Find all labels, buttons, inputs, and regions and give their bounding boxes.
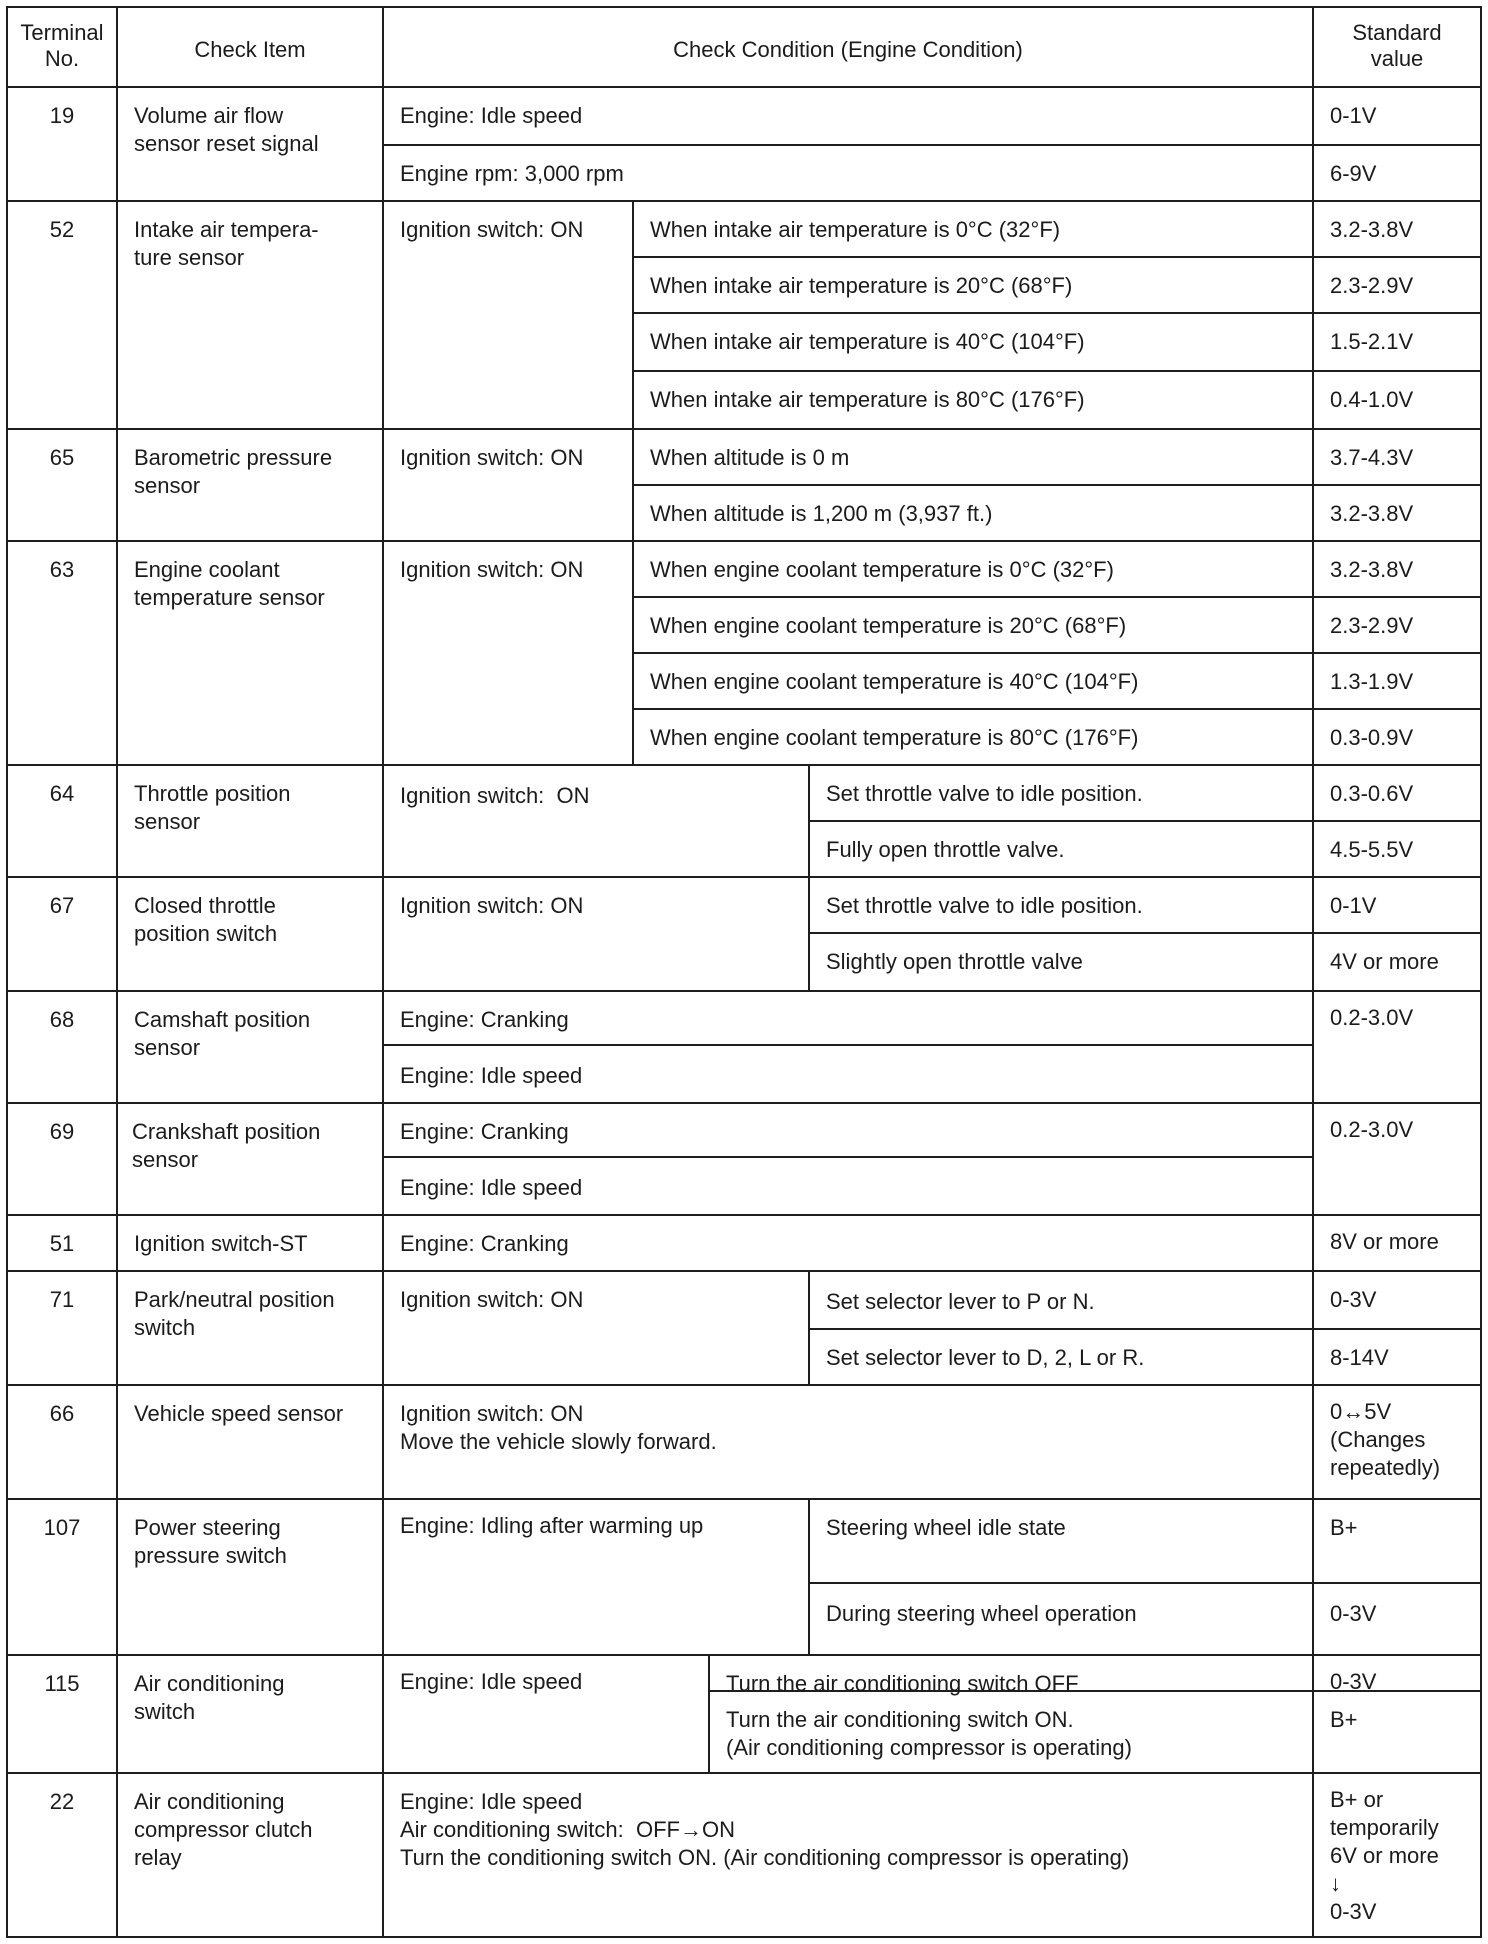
check-condition: Ignition switch: ON bbox=[400, 1287, 584, 1312]
sub-row-line bbox=[632, 484, 1482, 486]
table-border-right bbox=[1480, 6, 1482, 1938]
sub-row-line bbox=[632, 708, 1482, 710]
col-divider-item bbox=[382, 6, 384, 1938]
sub-row-line bbox=[808, 1328, 1482, 1330]
sub-condition: When engine coolant temperature is 40°C (104°F) bbox=[650, 669, 1139, 694]
check-item: Air conditioning compressor clutch relay bbox=[134, 1789, 313, 1870]
sub-condition: Steering wheel idle state bbox=[826, 1515, 1066, 1540]
check-condition: Ignition switch: ON bbox=[400, 445, 584, 470]
check-item: Intake air tempera- ture sensor bbox=[134, 217, 319, 270]
standard-value: 0.4-1.0V bbox=[1330, 387, 1414, 412]
sub-condition: When intake air temperature is 80°C (176°F) bbox=[650, 387, 1085, 412]
sub-row-line bbox=[382, 1044, 1312, 1046]
row-line bbox=[6, 540, 1482, 542]
check-condition: Ignition switch: ON bbox=[400, 783, 590, 808]
check-condition: Engine: Cranking bbox=[400, 1119, 569, 1144]
standard-value: 0↔5V (Changes repeatedly) bbox=[1330, 1399, 1441, 1480]
sub-condition: When intake air temperature is 0°C (32°F) bbox=[650, 217, 1061, 242]
standard-value: 0-1V bbox=[1330, 103, 1377, 128]
sub-condition: Set throttle valve to idle position. bbox=[826, 781, 1143, 806]
terminal-number: 68 bbox=[49, 1007, 75, 1032]
sub-row-line bbox=[808, 1582, 1482, 1584]
check-condition: Ignition switch: ON Move the vehicle slowly forward. bbox=[400, 1401, 717, 1454]
terminal-number: 19 bbox=[49, 103, 75, 128]
check-item: Engine coolant temperature sensor bbox=[134, 557, 325, 610]
row-line bbox=[6, 1498, 1482, 1500]
table-border-top bbox=[6, 6, 1482, 8]
sub-condition: Turn the air conditioning switch ON. (Air conditioning compressor is operating) bbox=[726, 1707, 1132, 1760]
standard-value: 6-9V bbox=[1330, 161, 1377, 186]
standard-value: 2.3-2.9V bbox=[1330, 613, 1414, 638]
check-item: Crankshaft position sensor bbox=[132, 1119, 321, 1172]
standard-value: 0-3V bbox=[1330, 1601, 1377, 1626]
terminal-number: 22 bbox=[49, 1789, 75, 1814]
row-line bbox=[6, 200, 1482, 202]
standard-value: 0-1V bbox=[1330, 893, 1377, 918]
sub-condition: When intake air temperature is 20°C (68°F) bbox=[650, 273, 1073, 298]
check-condition: Engine: Idle speed Air conditioning switch: OFF→ON Turn the conditioning switch ON. (Air conditioning compressor is operating) bbox=[400, 1789, 1130, 1870]
check-condition: Engine: Cranking bbox=[400, 1231, 569, 1256]
check-condition: Engine: Cranking bbox=[400, 1007, 569, 1032]
standard-value: 0.2-3.0V bbox=[1330, 1005, 1414, 1030]
standard-value: 0.3-0.9V bbox=[1330, 725, 1414, 750]
row-line bbox=[6, 428, 1482, 430]
col-divider-value bbox=[1312, 6, 1314, 1938]
sub-condition: Turn the air conditioning switch OFF bbox=[726, 1671, 1079, 1696]
terminal-number: 51 bbox=[49, 1231, 75, 1256]
sub-condition: Slightly open throttle valve bbox=[826, 949, 1083, 974]
standard-value: 0-3V bbox=[1330, 1287, 1377, 1312]
standard-value: 3.2-3.8V bbox=[1330, 557, 1414, 582]
row-line bbox=[6, 86, 1482, 88]
sub-col-divider bbox=[808, 1270, 810, 1384]
terminal-number: 66 bbox=[49, 1401, 75, 1426]
sub-col-divider bbox=[808, 1498, 810, 1654]
sub-row-line bbox=[808, 932, 1482, 934]
row-line bbox=[6, 1214, 1482, 1216]
sub-row-line bbox=[808, 820, 1482, 822]
check-condition: Engine rpm: 3,000 rpm bbox=[400, 161, 624, 186]
check-item: Power steering pressure switch bbox=[134, 1515, 287, 1568]
sub-condition: Set throttle valve to idle position. bbox=[826, 893, 1143, 918]
row-line bbox=[6, 990, 1482, 992]
sub-row-line bbox=[382, 1156, 1312, 1158]
standard-value: 3.2-3.8V bbox=[1330, 501, 1414, 526]
standard-value: B+ bbox=[1330, 1515, 1358, 1540]
check-condition: Engine: Idle speed bbox=[400, 103, 583, 128]
terminal-number: 107 bbox=[43, 1515, 81, 1540]
sub-row-line bbox=[382, 144, 1482, 146]
sub-row-line bbox=[632, 256, 1482, 258]
table-border-left bbox=[6, 6, 8, 1938]
check-item: Camshaft position sensor bbox=[134, 1007, 311, 1060]
terminal-number: 63 bbox=[49, 557, 75, 582]
terminal-number: 71 bbox=[49, 1287, 75, 1312]
check-item: Vehicle speed sensor bbox=[134, 1401, 344, 1426]
terminal-number: 52 bbox=[49, 217, 75, 242]
sub-condition: During steering wheel operation bbox=[826, 1601, 1137, 1626]
standard-value: 4V or more bbox=[1330, 949, 1439, 974]
check-item: Park/neutral position switch bbox=[134, 1287, 335, 1340]
sub-row-line bbox=[632, 370, 1482, 372]
standard-value: 8-14V bbox=[1330, 1345, 1389, 1370]
terminal-number: 65 bbox=[49, 445, 75, 470]
terminal-number: 67 bbox=[49, 893, 75, 918]
terminal-number: 64 bbox=[49, 781, 75, 806]
standard-value: B+ or temporarily 6V or more ↓ 0-3V bbox=[1330, 1787, 1439, 1924]
table-border-bottom bbox=[6, 1936, 1482, 1938]
terminal-number: 69 bbox=[49, 1119, 75, 1144]
check-item: Volume air flow sensor reset signal bbox=[134, 103, 319, 156]
sub-row-line bbox=[632, 652, 1482, 654]
header-check-item: Check Item bbox=[194, 37, 306, 62]
check-item: Barometric pressure sensor bbox=[134, 445, 333, 498]
header-standard-value: Standard value bbox=[1352, 20, 1442, 71]
check-condition: Engine: Idle speed bbox=[400, 1175, 583, 1200]
sub-condition: Fully open throttle valve. bbox=[826, 837, 1065, 862]
sub-condition: Set selector lever to P or N. bbox=[826, 1289, 1095, 1314]
standard-value: 3.7-4.3V bbox=[1330, 445, 1414, 470]
check-item: Closed throttle position switch bbox=[134, 893, 278, 946]
standard-value: 4.5-5.5V bbox=[1330, 837, 1414, 862]
sub-condition: When intake air temperature is 40°C (104°F) bbox=[650, 329, 1085, 354]
standard-value: 8V or more bbox=[1330, 1229, 1439, 1254]
check-condition: Engine: Idle speed bbox=[400, 1063, 583, 1088]
sub-row-line bbox=[632, 312, 1482, 314]
header-terminal-no: Terminal No. bbox=[20, 20, 104, 71]
row-line bbox=[6, 1654, 1482, 1656]
sub-row-line bbox=[632, 596, 1482, 598]
standard-value: 0.2-3.0V bbox=[1330, 1117, 1414, 1142]
sub-condition: When engine coolant temperature is 20°C (68°F) bbox=[650, 613, 1127, 638]
sub-col-divider bbox=[632, 200, 634, 428]
terminal-number: 115 bbox=[44, 1671, 80, 1696]
sub-condition: When engine coolant temperature is 0°C (32°F) bbox=[650, 557, 1114, 582]
sub-condition: When altitude is 1,200 m (3,937 ft.) bbox=[650, 501, 993, 526]
check-condition: Engine: Idle speed bbox=[400, 1669, 583, 1694]
standard-value: 0.3-0.6V bbox=[1330, 781, 1414, 806]
sub-condition: Set selector lever to D, 2, L or R. bbox=[826, 1345, 1145, 1370]
standard-value: 0-3V bbox=[1330, 1669, 1377, 1694]
row-line bbox=[6, 1772, 1482, 1774]
check-item: Throttle position sensor bbox=[134, 781, 291, 834]
sub-col-divider bbox=[708, 1654, 710, 1772]
check-item: Air conditioning switch bbox=[134, 1671, 285, 1724]
standard-value: 3.2-3.8V bbox=[1330, 217, 1414, 242]
check-condition: Ignition switch: ON bbox=[400, 217, 584, 242]
check-condition: Ignition switch: ON bbox=[400, 557, 584, 582]
row-line bbox=[6, 876, 1482, 878]
row-line bbox=[6, 1384, 1482, 1386]
sub-condition: When altitude is 0 m bbox=[650, 445, 850, 470]
sub-condition: When engine coolant temperature is 80°C (176°F) bbox=[650, 725, 1139, 750]
row-line bbox=[6, 764, 1482, 766]
standard-value: 1.3-1.9V bbox=[1330, 669, 1414, 694]
col-divider-terminal bbox=[116, 6, 118, 1938]
check-item: Ignition switch-ST bbox=[134, 1231, 308, 1256]
header-check-condition: Check Condition (Engine Condition) bbox=[673, 37, 1023, 62]
check-condition: Engine: Idling after warming up bbox=[400, 1513, 704, 1538]
standard-value: B+ bbox=[1330, 1707, 1358, 1732]
row-line bbox=[6, 1102, 1482, 1104]
standard-value: 2.3-2.9V bbox=[1330, 273, 1414, 298]
standard-value: 1.5-2.1V bbox=[1330, 329, 1414, 354]
check-condition: Ignition switch: ON bbox=[400, 893, 584, 918]
row-line bbox=[6, 1270, 1482, 1272]
